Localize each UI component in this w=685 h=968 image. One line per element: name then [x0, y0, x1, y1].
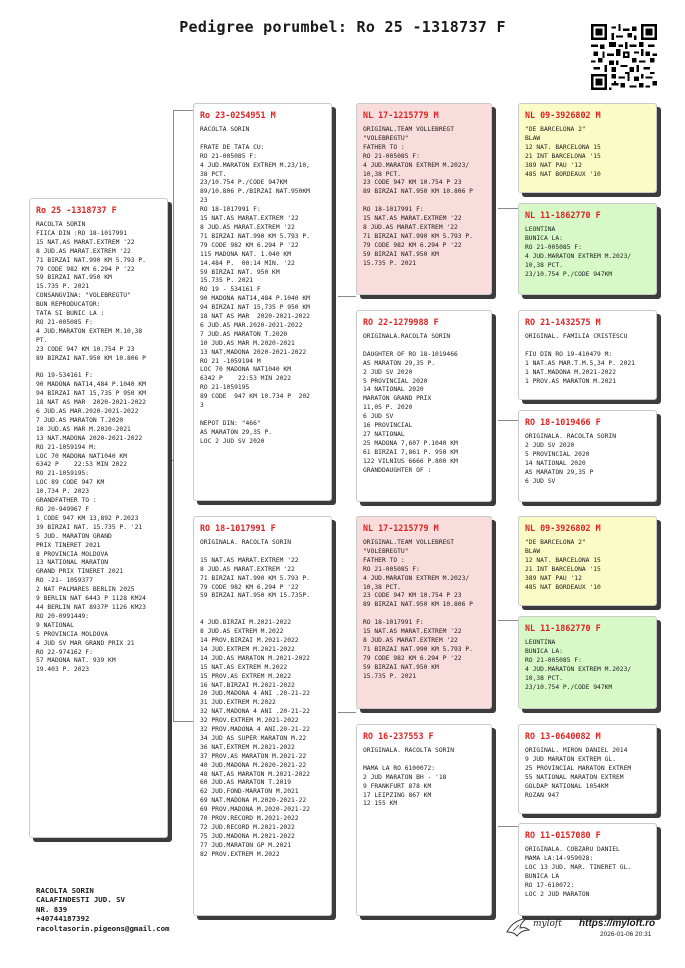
ring-number: RO 21-1432575 M [525, 317, 601, 327]
connector-line [498, 420, 518, 421]
pigeon-notes: ORIGINALA. COBZARU DANIEL MAMA LA:14-959028: LOC 13 JUD. MAR. TINERET GL. BUNICA LA RO 17-610072: LOC 2 JUD MARATON [525, 846, 632, 898]
pigeon-card-dd-dam[interactable] [518, 823, 657, 916]
pigeon-notes: LEONTINA BUNICA LA: RO 21-005085 F: 4 JUD.MARATON EXTREM M.2023/ 10,38 PCT. 23/10.754 P./CODE 947KM [525, 639, 632, 691]
ring-number: RO 11-0157080 F [525, 830, 601, 840]
pigeon-card-sd-dam[interactable] [518, 410, 657, 502]
pigeon-card-dd-sire[interactable] [518, 724, 657, 814]
ring-number: Ro 25 -1318737 F [36, 205, 117, 215]
pigeon-notes: ORIGINALA.RACOLTA SORIN DAUGHTER OF RO 18-1019466 AS MARATON 29,35 P. 2 JUD SV 2020 5 PROVINCIAL 2020 14 NATIONAL 2020 MARATON GRAND PRIX 11,05 P. 2020 6 JUD SV 16 PROVINCIAL 27 NATIONAL 25 MADONA 7,607 P.1040 KM 61 BIRZAI 7,861 P. 950 KM 122 VILNIUS 6666 P.800 KM GRANDDAUGHTER OF : [363, 333, 458, 474]
connector-line [173, 110, 193, 111]
connector-line [173, 721, 193, 722]
pigeon-logo-icon [505, 916, 531, 938]
connector-line [498, 620, 518, 621]
breeder-contact: RACOLTA SORIN CALAFINDESTI JUD. SV NR. 839 +40744187392 racoltasorin.pigeons@gmail.com [36, 886, 170, 933]
pigeon-notes: "DE BARCELONA 2" BLAW 12 NAT. BARCELONA 15 21 INT BARCELONA '15 389 NAT PAU '12 485 NAT BORDEAUX '10 [525, 539, 601, 591]
pigeon-card-ds-dam[interactable] [518, 616, 657, 709]
pigeon-notes: ORIGINALA. RACOLTA SORIN MAMA LA RO 6100072: 2 JUD MARATON BH - '18 9 FRANKFURT 878 KM 17 LEIPZING 867 KM 12 155 KM [363, 747, 454, 808]
qr-code-icon [591, 24, 657, 90]
print-date: 2026-01-06 20:31 [600, 931, 652, 938]
ring-number: RO 18-1019466 F [525, 417, 601, 427]
connector-line [168, 460, 174, 461]
pigeon-notes: ORIGINALA. RACOLTA SORIN 15 NAT.AS MARAT.EXTREM '22 8 JUD.AS MARAT.EXTREM '22 71 BIRZAI NAT.990 KM 5.793 P. 79 CODE 982 KM 6.294 P '22 59 BIRZAI NAT.950 KM 15.735P. 4 JUD.BIRZAI M.2021-2022 8 JUD.AS EXTREM M.2022 14 PROV.BIRZAI M.2021-2022 14 JUD.EXTREM M.2021-2022 14 JUD.AS MARATON M.2021-2022 15 NAT.AS EXTREM M.2022 15 PROV.AS EXTREM M.2022 16 NAT.BIRZAI M.2021-2022 20 JUD.MADONA 4 ANI .20-21-22 31 JUD.EXTREM M.2022 32 NAT.MADONA 4 ANI .20-21-22 32 PROV.EXTREM M.2021-2022 32 PROV.MADONA 4 ANI.20-21-22 34 JUD AS SUPER MARATON M.22 36 NAT.EXTREM M.2021-2022 37 PROV.AS MARATON M.2021-22 40 JUD.MADONA M.2020-2021-22 48 NAT.AS MARATON M.2021-2022 60 JUD.AS MARATON T.2019 62 JUD.FOND-MARATON M.2021 69 NAT.MADONA M.2020-2021-22 69 PROV.MADONA M.2020-2021-22 70 PROV.RECORD M.2021-2022 72 JUD.RECORD M.2021-2022 75 JUD.MADONA M.2021-2022 77 JUD.MARATON GP M.2021 82 PROV.EXTREM M.2022 [200, 539, 310, 858]
pigeon-card-sire[interactable] [193, 103, 332, 501]
ring-number: RO 22-1279988 F [363, 317, 439, 327]
connector-line [173, 110, 174, 722]
pigeon-card-subject[interactable] [29, 198, 168, 838]
connector-line [338, 296, 356, 297]
pigeon-notes: RACOLTA SORIN FRATE DE TATA CU: RO 21-005085 F: 4 JUD.MARATON EXTREM M.23/10, 38 PCT. 23/10.754 P./CODE 947KM 89/10.806 P./BIRZAI NAT.950KM 23 RO 18-1017991 F: 15 NAT.AS MARAT.EXTREM '22 8 JUD.AS MARAT.EXTREM '22 71 BIRZAI NAT.990 KM 5.793 P. 79 CODE 982 KM 6.294 P '22 115 MADONA NAT. 1.040 KM 14.484 P. 00:14 MIN. '22 59 BIRZAI NAT. 950 KM 15.735 P. 2021 RO 19 - 534161 F 90 MADONA NAT14,484 P.1040 KM 94 BIRZAI NAT 15,735 P 950 KM 18 NAT AS MAR 2020-2021-2022 6 JUD.AS MAR.2020-2021-2022 7 JUD.AS MARATON T.2020 10 JUD.AS MAR M.2020-2021 13 NAT.MADONA 2020-2021-2022 RO 21 -1059194 M LOC 70 MADONA NAT1040 KM 6342 P 22:53 MIN 2022 RO 21-1059195 89 CODE 947 KM 10.734 P 202 3 NEPOT DIN: "466" AS MARATON 29,35 P. LOC 2 JUD SV 2020 [200, 126, 310, 445]
pigeon-notes: LEONTINA BUNICA LA: RO 21-005085 F: 4 JUD.MARATON EXTREM M.2023/ 10,38 PCT. 23/10.754 P./CODE 947KM [525, 226, 632, 278]
pigeon-card-dam[interactable] [193, 516, 332, 916]
pigeon-notes: RACOLTA SORIN FIICA DIN :RO 18-1017991 15 NAT.AS MARAT.EXTREM '22 8 JUD.AS MARAT.EXTREM '22 71 BIRZAI NAT.990 KM 5.793 P. 79 CODE 982 KM 6.294 P '22 59 BIRZAI NAT.950 KM 15.735 P. 2021 CONSANGVINA: "VOLEBREGTU" BUN REPRODUCATOR: TATA SI BUNIC LA : RO 21-005085 F: 4 JUD.MARATON EXTREM M.10,38 PT. 23 CODE 947 KM 10.754 P 23 89 BIRZAI NAT.950 KM 10.806 P RO 19-534161 F: 90 MADONA NAT14,484 P.1040 KM 94 BIRZAI NAT 15,735 P 950 KM 18 NAT AS MAR 2020-2021-2022 6 JUD.AS MAR.2020-2021-2022 7 JUD.AS MARATON T.2020 10 JUD.AS MAR M.2020-2021 13 NAT.MADONA 2020-2021-2022 RO 21-1059194 M: LOC 70 MADONA NAT1040 KM 6342 P 22:53 MIN 2022 RO 21-1059195: LOC 89 CODE 947 KM 10.734 P. 2023 GRANDFATHER TO : RO 20-949967 F 1 CODE 947 KM 13,892 P.2023 39 BIRZAI NAT. 15.735 P. '21 5 JUD. MARATON GRAND PRIX TINERET 2021 8 PROVINCIA MOLDOVA 13 NATIONAL MARATON GRAND PRIX TINERET 2021 RO -21- 1059377 2 NAT PALMARES BERLIN 2025 9 BERLIN NAT 6443 P 1128 KM24 44 BERLIN NAT 8937P 1126 KM23 RO 20-0991449: 9 NATIONAL 5 PROVINCIA MOLDOVA 4 JUD SV MAR GRAND PRIX 21 RO 22-974162 F: 57 MADONA NAT. 939 KM 19.403 P. 2023 [36, 221, 146, 674]
logo-text: myloft [533, 919, 562, 929]
ring-number: RO 16-237553 F [363, 731, 434, 741]
pigeon-card-ss-sire[interactable] [518, 103, 657, 193]
pigeon-notes: ORIGINALA. RACOLTA SORIN 2 JUD SV 2020 5 PROVINCIAL 2020 14 NATIONAL 2020 AS MARATON 29,35 P 6 JUD SV [525, 433, 616, 485]
pigeon-card-ds-sire[interactable] [518, 516, 657, 606]
ring-number: NL 17-1215779 M [363, 110, 439, 120]
ring-number: NL 09-3926802 M [525, 110, 601, 120]
site-link[interactable]: https://myloft.ro [579, 918, 656, 929]
pigeon-card-dam-sire[interactable] [356, 516, 492, 709]
pigeon-notes: ORIGINAL.TEAM VOLLEBREGT "VOLEBREGTU" FATHER TO : RO 21-005085 F: 4 JUD.MARATON EXTREM M.2023/ 10,38 PCT. 23 CODE 947 KM 10.754 P 23 89 BIRZAI NAT.950 KM 10.806 P RO 18-1017991 F: 15 NAT.AS MARAT.EXTREM '22 8 JUD.AS MARAT.EXTREM '22 71 BIRZAI NAT.990 KM 5.793 P. 79 CODE 982 KM 6.294 P '22 59 BIRZAI NAT.950 KM 15.735 P. 2021 [363, 126, 473, 267]
ring-number: RO 18-1017991 F [200, 523, 276, 533]
pigeon-card-sire-sire[interactable] [356, 103, 492, 295]
connector-line [498, 208, 518, 209]
page-title: Pedigree porumbel: Ro 25 -1318737 F [179, 18, 506, 36]
pigeon-card-sd-sire[interactable] [518, 310, 657, 400]
pigeon-notes: "DE BARCELONA 2" BLAW 12 NAT. BARCELONA 15 21 INT BARCELONA '15 389 NAT PAU '12 485 NAT BORDEAUX '10 [525, 126, 601, 178]
pigeon-notes: ORIGINAL.TEAM VOLLEBREGT "VOLEBREGTU" FATHER TO : RO 21-005085 F: 4 JUD.MARATON EXTREM M.2023/ 10,38 PCT. 23 CODE 947 KM 10.754 P 23 89 BIRZAI NAT.950 KM 10.806 P RO 18-1017991 F: 15 NAT.AS MARAT.EXTREM '22 8 JUD.AS MARAT.EXTREM '22 71 BIRZAI NAT.990 KM 5.793 P. 79 CODE 982 KM 6.294 P '22 59 BIRZAI NAT.950 KM 15.735 P. 2021 [363, 539, 473, 680]
ring-number: NL 11-1862770 F [525, 623, 601, 633]
ring-number: RO 13-0640082 M [525, 731, 601, 741]
pigeon-card-dam-dam[interactable] [356, 724, 492, 916]
pigeon-notes: ORIGINAL. MIRON DANIEL 2014 9 JUD MARATON EXTREM GL. 25 PROVINCIAL MARATON EXTREM 55 NATIONAL MARATON EXTREM GOLDAP NATIONAL 1054KM ROZAN 947 [525, 747, 632, 799]
ring-number: NL 17-1215779 M [363, 523, 439, 533]
connector-line [338, 712, 356, 713]
connector-line [498, 826, 518, 827]
pigeon-card-ss-dam[interactable] [518, 203, 657, 295]
ring-number: NL 09-3926802 M [525, 523, 601, 533]
pigeon-card-sire-dam[interactable] [356, 310, 492, 502]
pigeon-notes: ORIGINAL. FAMILIA CRISTESCU FIU DIN RO 19-410479 M: 1 NAT.AS MAR.T.M.5,34 P. 2021 1 NAT.MADONA M.2021-2022 1 PROV.AS MARATON M.2021 [525, 333, 635, 385]
ring-number: NL 11-1862770 F [525, 210, 601, 220]
ring-number: Ro 23-0254951 M [200, 110, 276, 120]
